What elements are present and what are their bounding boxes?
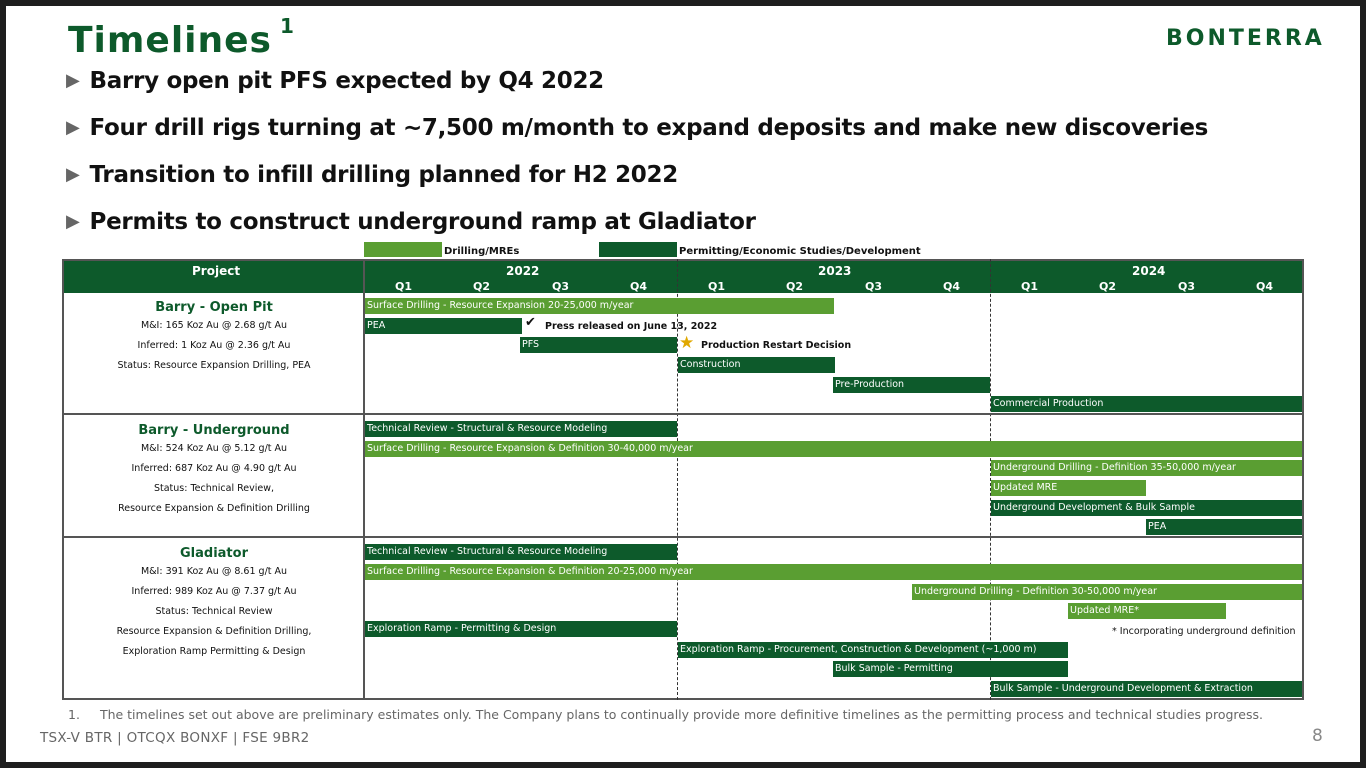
bullet-3 [66,162,678,188]
page-number: 8 [1312,726,1323,746]
project-detail: M&I: 524 Koz Au @ 5.12 g/t Au [140,443,288,454]
project-detail: Resource Expansion & Definition Drilling, [116,626,312,637]
quarter-label: Q4 [1256,280,1274,293]
project-detail: Inferred: 1 Koz Au @ 2.36 g/t Au [137,340,291,351]
triangle-bullet-icon: ▶ [66,70,80,91]
quarter-label: Q4 [630,280,648,293]
project-detail: Inferred: 687 Koz Au @ 4.90 g/t Au [131,463,297,474]
gantt-bar-drilling: Surface Drilling - Resource Expansion 20-25,000 m/year [365,298,834,314]
footnote [68,707,1263,722]
star-icon: ★ [679,333,695,353]
row-divider [62,536,1304,538]
project-detail: Status: Technical Review, [153,483,275,494]
gantt-bar-study: Technical Review - Structural & Resource Modeling [365,544,677,560]
quarter-label: Q3 [1178,280,1196,293]
gantt-bar-development: Underground Development & Bulk Sample [991,500,1302,516]
gantt-bar-study: Technical Review - Structural & Resource Modeling [365,421,677,437]
gantt-bar-study: PEA [365,318,522,334]
footnote-number: 1. [68,707,80,722]
gantt-bar-drilling: Updated MRE [991,480,1146,496]
project-detail: Exploration Ramp Permitting & Design [122,646,306,657]
quarter-label: Q2 [1099,280,1117,293]
page-title [68,14,295,61]
mre-footnote-note: * Incorporating underground definition [1112,626,1296,637]
checkmark-icon: ✔ [525,315,536,330]
header-year-2023: 2023 [818,264,852,278]
header-year-2024: 2024 [1132,264,1166,278]
gantt-bar-development: Pre-Production [833,377,990,393]
quarter-label: Q2 [473,280,491,293]
gantt-bar-drilling: Underground Drilling - Definition 35-50,000 m/year [991,460,1302,476]
gantt-bar-development: Construction [678,357,835,373]
slide [6,6,1360,762]
company-logo: BONTERRA [1166,26,1325,51]
legend-drilling-swatch [364,242,442,257]
legend-drilling-label: Drilling/MREs [444,246,520,257]
quarter-label: Q3 [552,280,570,293]
quarter-label: Q1 [708,280,726,293]
project-title-barry-underground: Barry - Underground [138,423,290,438]
project-detail: Status: Resource Expansion Drilling, PEA [117,360,311,371]
gantt-bar-study: Bulk Sample - Permitting [833,661,1068,677]
project-detail: Resource Expansion & Definition Drilling [118,503,310,514]
gantt-bar-development: Commercial Production [991,396,1302,412]
bullet-4 [66,209,756,235]
project-detail: Inferred: 989 Koz Au @ 7.37 g/t Au [131,586,297,597]
bullet-text: Four drill rigs turning at ~7,500 m/month to expand deposits and make new discoveries [89,115,1209,141]
project-detail: M&I: 391 Koz Au @ 8.61 g/t Au [140,566,288,577]
quarter-label: Q4 [943,280,961,293]
legend-permitting-label: Permitting/Economic Studies/Development [679,246,921,257]
gantt-bar-drilling: Updated MRE* [1068,603,1226,619]
gantt-bar-study: PEA [1146,519,1302,535]
bullet-text: Transition to infill drilling planned for H2 2022 [89,162,678,188]
row-divider [62,413,1304,415]
quarter-label: Q2 [786,280,804,293]
gantt-bar-drilling: Surface Drilling - Resource Expansion & Definition 30-40,000 m/year [365,441,1302,457]
bullet-1 [66,68,604,94]
footnote-text: The timelines set out above are preliminary estimates only. The Company plans to continually provide more definitive timelines as the permitting process and technical studies progress. [99,707,1263,722]
gantt-bar-development: Bulk Sample - Underground Development & Extraction [991,681,1302,697]
bullet-text: Barry open pit PFS expected by Q4 2022 [89,68,604,94]
triangle-bullet-icon: ▶ [66,117,80,138]
project-detail: Status: Technical Review [155,606,273,617]
project-title-barry-open-pit: Barry - Open Pit [155,300,273,315]
restart-decision-note: Production Restart Decision [701,340,852,351]
gantt-bar-study: PFS [520,337,677,353]
header-year-2022: 2022 [506,264,540,278]
title-footnote-ref: 1 [279,14,295,38]
gantt-bar-drilling: Underground Drilling - Definition 30-50,000 m/year [912,584,1302,600]
legend-permitting-swatch [599,242,677,257]
project-detail: M&I: 165 Koz Au @ 2.68 g/t Au [140,320,288,331]
bullet-2 [66,115,1208,141]
quarter-label: Q3 [865,280,883,293]
title-text: Timelines [68,20,272,61]
quarter-label: Q1 [1021,280,1039,293]
gantt-bar-development: Exploration Ramp - Procurement, Construction & Development (~1,000 m) [678,642,1068,658]
project-title-gladiator: Gladiator [180,546,248,561]
bullet-text: Permits to construct underground ramp at Gladiator [89,209,756,235]
gantt-bar-study: Exploration Ramp - Permitting & Design [365,621,677,637]
triangle-bullet-icon: ▶ [66,211,80,232]
gantt-bar-drilling: Surface Drilling - Resource Expansion & Definition 20-25,000 m/year [365,564,1302,580]
header-project: Project [192,264,241,278]
triangle-bullet-icon: ▶ [66,164,80,185]
quarter-label: Q1 [395,280,413,293]
press-release-note: Press released on June 13, 2022 [545,321,718,332]
ticker-footer: TSX-V BTR | OTCQX BONXF | FSE 9BR2 [40,730,310,746]
